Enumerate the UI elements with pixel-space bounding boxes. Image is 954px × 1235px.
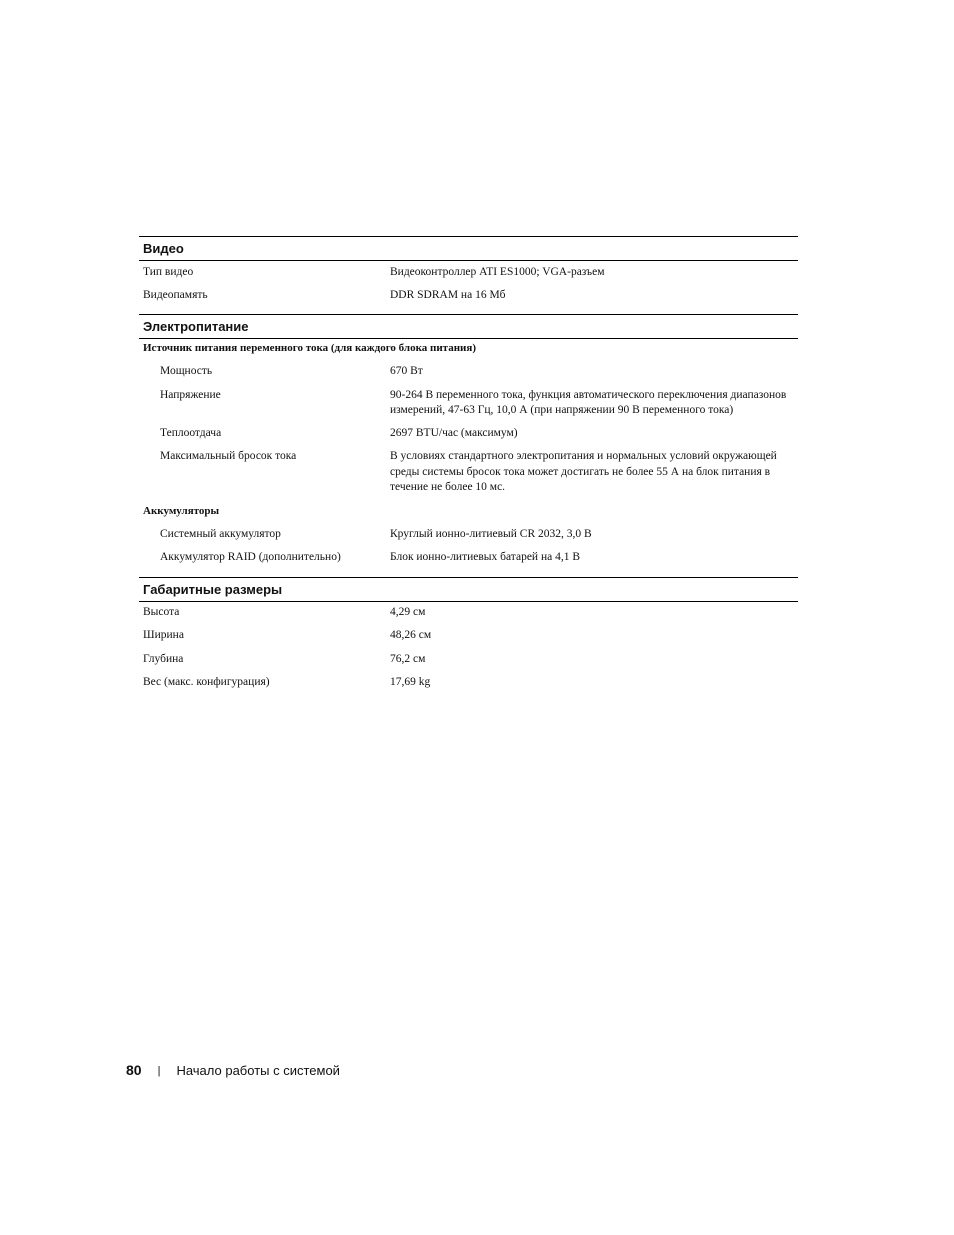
footer-title: Начало работы с системой	[176, 1063, 340, 1078]
spec-row-voltage	[139, 388, 798, 419]
subsection-batteries: Аккумуляторы	[143, 504, 220, 517]
spec-value: 670 Вт	[390, 365, 423, 377]
spec-value: 4,29 см	[390, 605, 426, 618]
spec-row-weight	[139, 675, 798, 691]
page-number: 80	[126, 1062, 142, 1078]
spec-label: Глубина	[143, 652, 184, 665]
spec-value: В условиях стандартного электропитания и нормальных условий окружающей среды системы бросок тока может достигать не более 55 А на блок питания в течение не более 10 мс.	[390, 450, 777, 493]
spec-value: Блок ионно-литиевых батарей на 4,1 В	[390, 551, 581, 563]
spec-value: 2697 BTU/час (максимум)	[390, 426, 518, 439]
spec-row-inrush-current	[139, 449, 798, 496]
spec-label: Аккумулятор RAID (дополнительно)	[160, 551, 341, 563]
spec-row-video-type	[139, 265, 798, 281]
spec-label: Системный аккумулятор	[160, 527, 281, 540]
spec-value: 48,26 см	[390, 629, 432, 641]
spec-value: Видеоконтроллер ATI ES1000; VGA-разъем	[390, 266, 605, 278]
spec-value: Круглый ионно-литиевый CR 2032, 3,0 В	[390, 527, 592, 540]
section-header-video: Видео	[139, 236, 798, 261]
spec-value: 17,69 kg	[390, 676, 431, 688]
spec-value: 76,2 см	[390, 652, 426, 665]
spec-row-raid-battery	[139, 550, 798, 566]
spec-label: Теплоотдача	[160, 426, 222, 439]
spec-table	[139, 236, 798, 691]
spec-label: Вес (макс. конфигурация)	[143, 676, 270, 688]
spec-row-wattage	[139, 364, 798, 380]
section-header-power: Электропитание	[139, 314, 798, 339]
spec-row-heat-dissipation	[139, 426, 798, 442]
section-header-dimensions: Габаритные размеры	[139, 577, 798, 602]
spec-label: Высота	[143, 605, 180, 618]
spec-row-width	[139, 628, 798, 644]
subsection-ac-power: Источник питания переменного тока (для каждого блока питания)	[143, 342, 476, 354]
spec-row-height	[139, 605, 798, 621]
spec-label: Тип видео	[143, 266, 194, 278]
spec-value: DDR SDRAM на 16 Мб	[390, 288, 506, 301]
spec-label: Напряжение	[160, 388, 221, 401]
spec-row-video-memory	[139, 288, 798, 304]
spec-row-depth	[139, 652, 798, 668]
spec-label: Мощность	[160, 365, 213, 377]
page-footer	[126, 1061, 340, 1081]
spec-label: Видеопамять	[143, 288, 208, 301]
spec-label: Ширина	[143, 629, 184, 641]
spec-value: 90-264 В переменного тока, функция автоматического переключения диапазонов измерений, 47-63 Гц, 10,0 А (при напряжении 90 В переменного тока)	[390, 388, 787, 416]
spec-label: Максимальный бросок тока	[160, 450, 297, 462]
spec-row-system-battery	[139, 527, 798, 543]
footer-separator: |	[157, 1065, 161, 1077]
